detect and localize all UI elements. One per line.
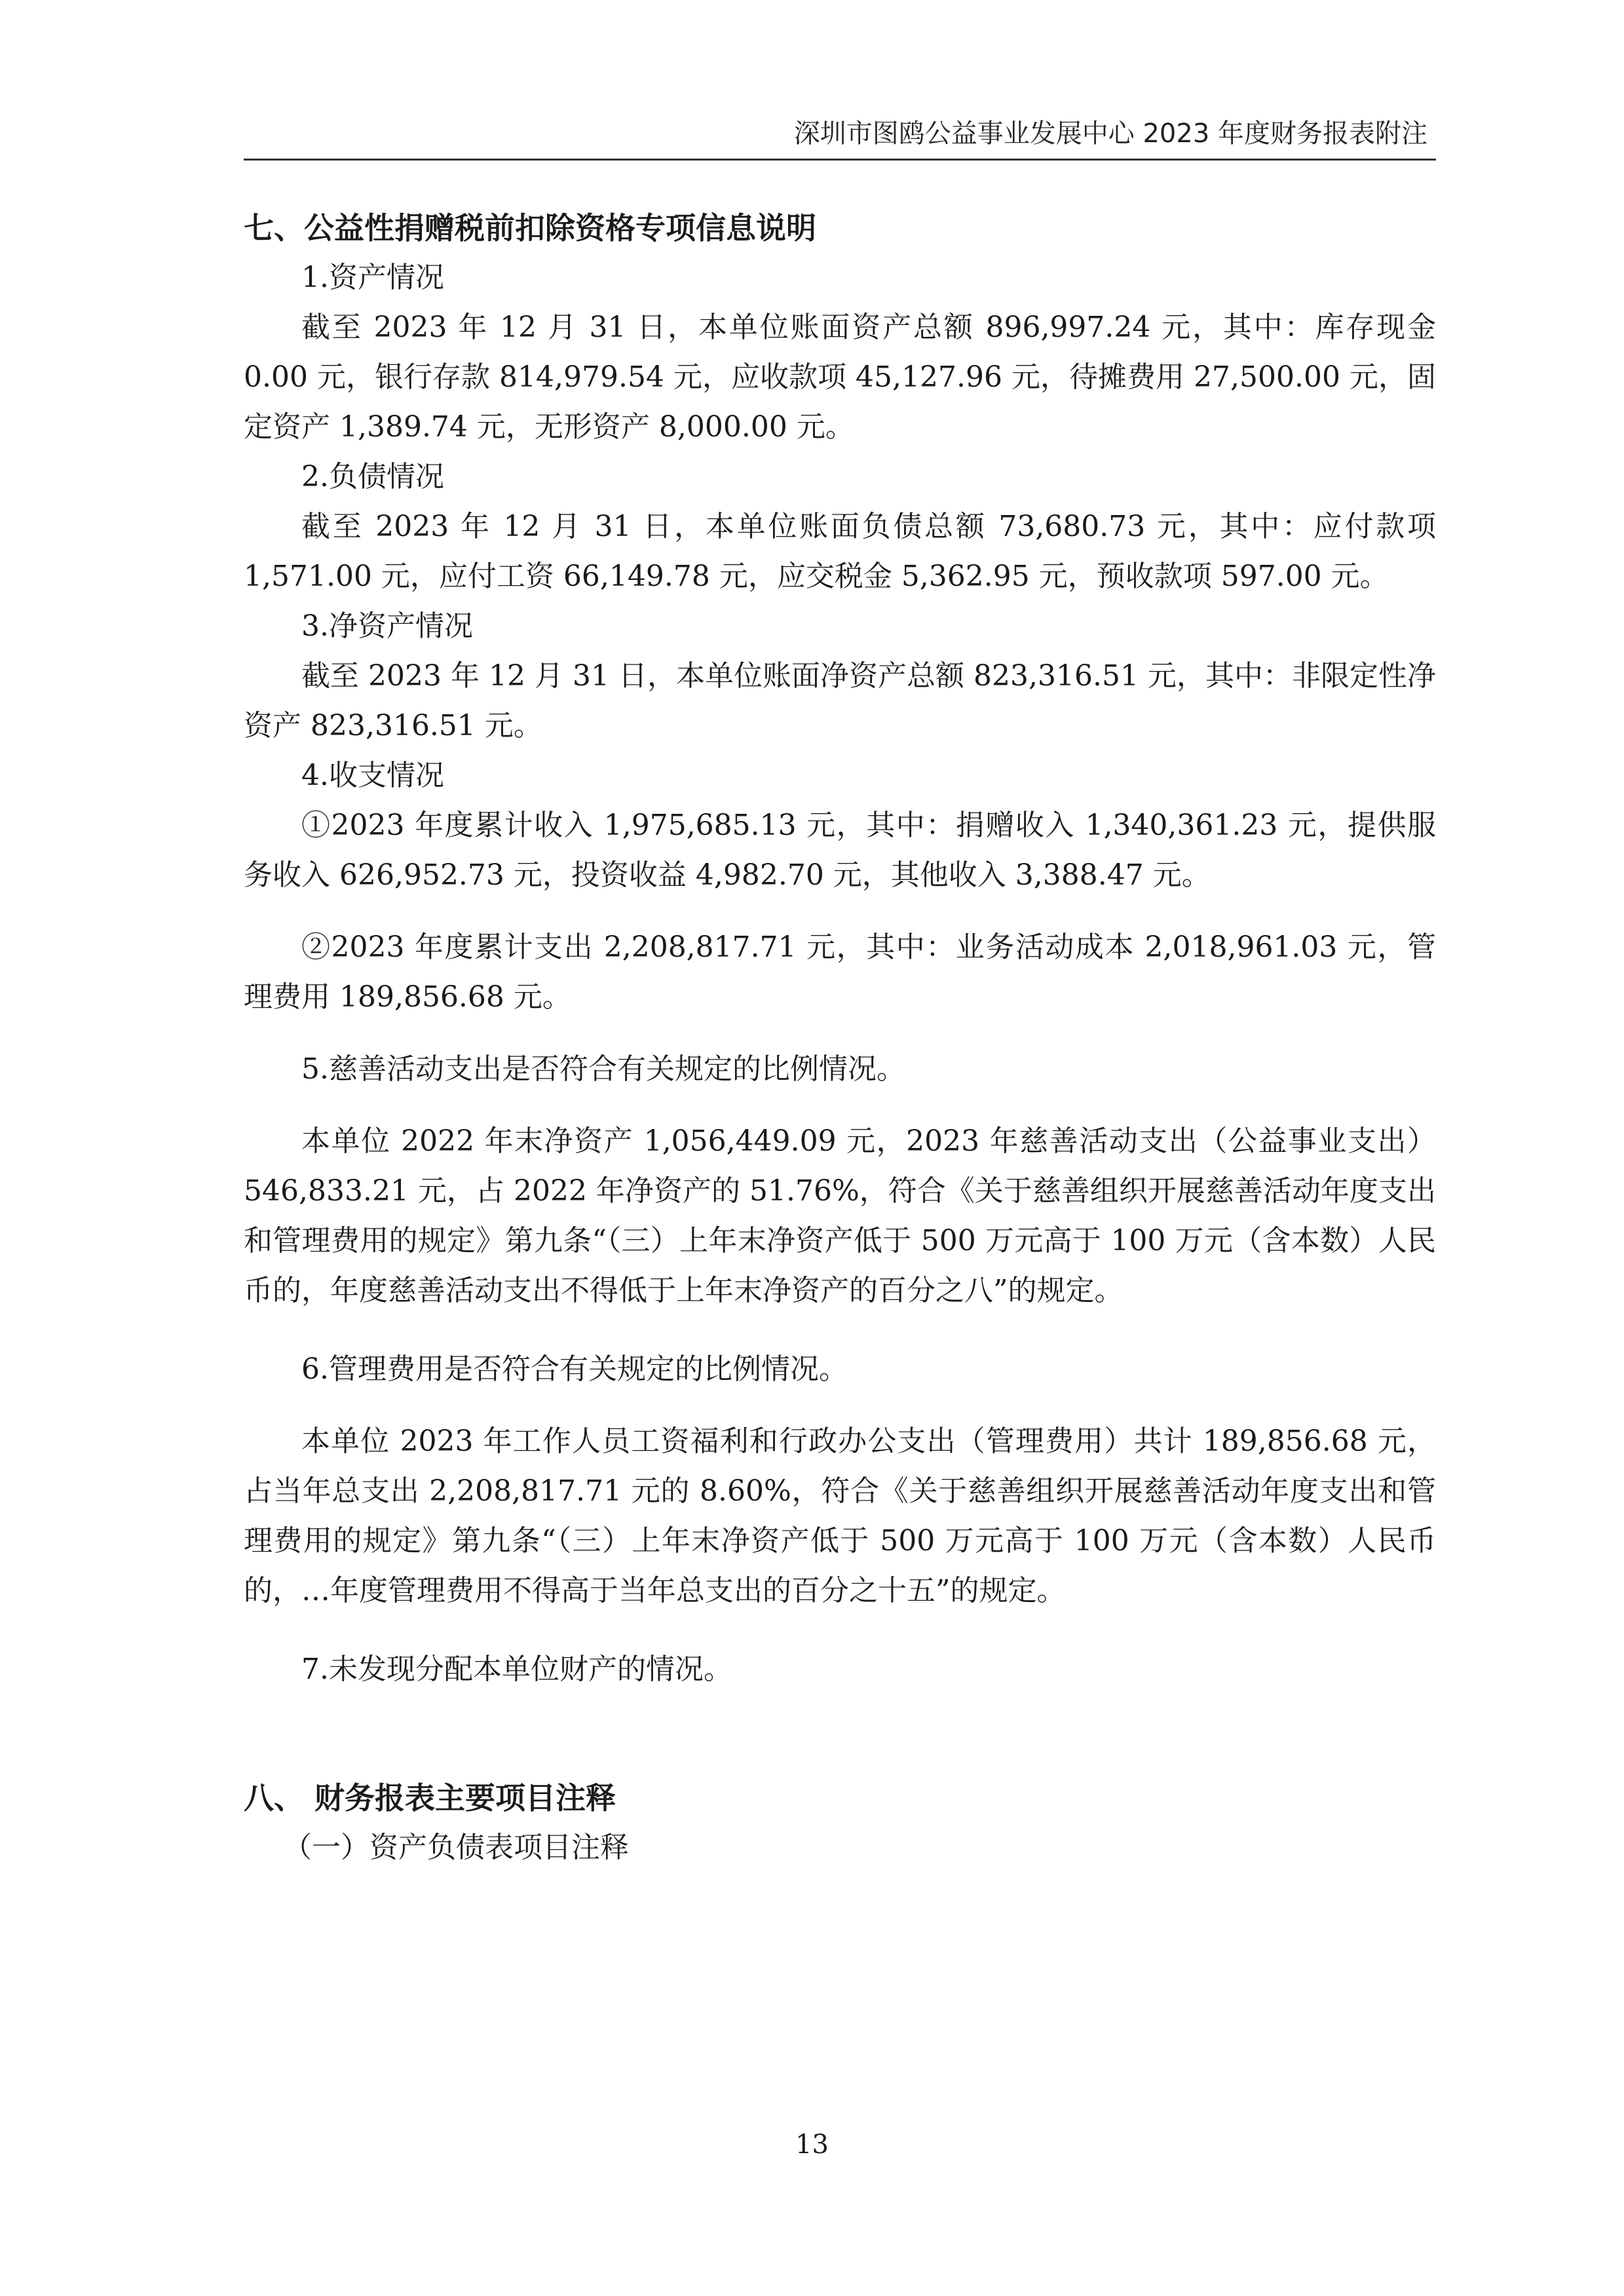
item-title-net-assets: 3.净资产情况 [301, 609, 473, 643]
paragraph-admin-ratio: 本单位 2023 年工作人员工资福利和行政办公支出（管理费用）共计 189,856.68 元，占当年总支出 2,208,817.71 元的 8.60%，符合《关于慈善组织开展慈善活动年度支出和管理费用的规定》第九条“（三）上年末净资产低于 500 万元高于 100 万元（含本数）人民币的，…年度管理费用不得高于当年总支出的百分之十五”的规定。 [244, 1425, 1436, 1607]
subsection-heading-balance-sheet: （一）资产负债表项目注释 [283, 1831, 629, 1864]
paragraph-charity-ratio: 本单位 2022 年末净资产 1,056,449.09 元，2023 年慈善活动支出（公益事业支出）546,833.21 元，占 2022 年净资产的 51.76%，符合《关于慈善组织开展慈善活动年度支出和管理费用的规定》第九条“（三）上年末净资产低于 500 万元高于 100 万元（含本数）人民币的，年度慈善活动支出不得低于上年末净资产的百分之八”的规定。 [244, 1124, 1436, 1307]
item-title-admin-ratio: 6.管理费用是否符合有关规定的比例情况。 [301, 1352, 848, 1386]
document-body [244, 203, 1436, 1873]
item-title-liabilities: 2.负债情况 [301, 460, 444, 493]
section-heading-7: 七、公益性捐赠税前扣除资格专项信息说明 [244, 210, 816, 246]
paragraph-expense: ②2023 年度累计支出 2,208,817.71 元，其中：业务活动成本 2,018,961.03 元，管理费用 189,856.68 元。 [244, 930, 1436, 1014]
paragraph-income: ①2023 年度累计收入 1,975,685.13 元，其中：捐赠收入 1,340,361.23 元，提供服务收入 626,952.73 元，投资收益 4,982.70 元，其他收入 3,388.47 元。 [244, 809, 1436, 892]
item-title-assets: 1.资产情况 [301, 261, 444, 294]
item-title-income-expense: 4.收支情况 [301, 759, 444, 792]
paragraph-net-assets: 截至 2023 年 12 月 31 日，本单位账面净资产总额 823,316.51 元，其中：非限定性净资产 823,316.51 元。 [244, 659, 1436, 742]
item-title-charity-ratio: 5.慈善活动支出是否符合有关规定的比例情况。 [301, 1052, 905, 1086]
section-heading-8: 八、 财务报表主要项目注释 [244, 1780, 616, 1816]
header-rule [244, 159, 1436, 161]
item-title-property-distribution: 7.未发现分配本单位财产的情况。 [301, 1653, 732, 1686]
paragraph-liabilities: 截至 2023 年 12 月 31 日，本单位账面负债总额 73,680.73 元，其中：应付款项 1,571.00 元，应付工资 66,149.78 元，应交税金 5,362.95 元，预收款项 597.00 元。 [244, 510, 1436, 593]
running-header: 深圳市图鸥公益事业发展中心 2023 年度财务报表附注 [793, 119, 1427, 149]
paragraph-assets: 截至 2023 年 12 月 31 日，本单位账面资产总额 896,997.24 元，其中：库存现金 0.00 元，银行存款 814,979.54 元，应收款项 45,127.96 元，待摊费用 27,500.00 元，固定资产 1,389.74 元，无形资产 8,000.00 元。 [244, 311, 1436, 444]
page-number: 13 [795, 2130, 829, 2160]
